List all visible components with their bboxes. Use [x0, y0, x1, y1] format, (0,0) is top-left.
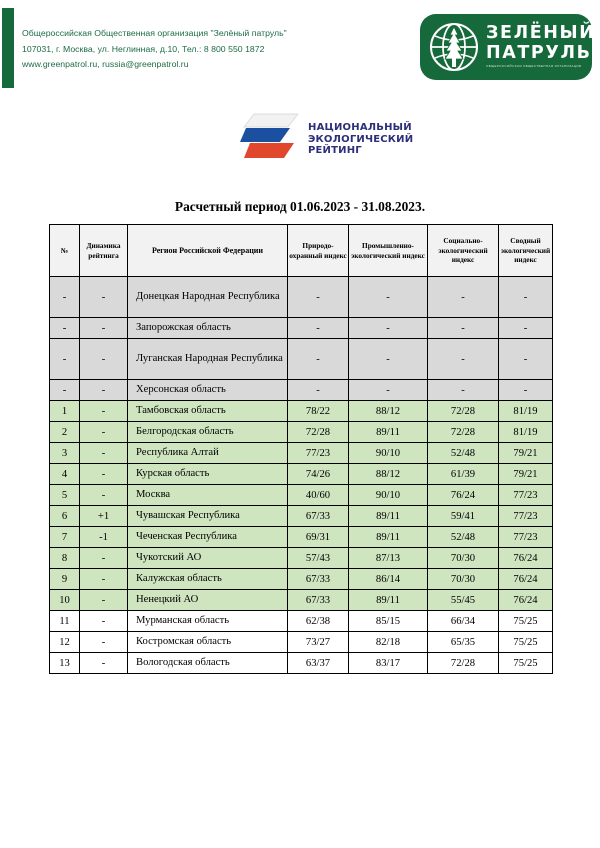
table-row [50, 653, 553, 674]
cell-rank: 13 [50, 653, 80, 674]
cell-dynamics: - [80, 548, 128, 569]
cell-region: Белгородская область [128, 422, 288, 443]
cell-dynamics: +1 [80, 506, 128, 527]
cell-social-index: - [428, 277, 499, 318]
cell-industry-index: 88/12 [349, 401, 428, 422]
cell-dynamics: - [80, 590, 128, 611]
rating-table-container [49, 224, 552, 674]
cell-nature-index: - [288, 339, 349, 380]
table-row [50, 401, 553, 422]
cell-social-index: 59/41 [428, 506, 499, 527]
table-header [50, 225, 553, 277]
cell-industry-index: 89/11 [349, 422, 428, 443]
cell-nature-index: 40/60 [288, 485, 349, 506]
cell-total-index: 76/24 [499, 548, 553, 569]
cell-dynamics: - [80, 318, 128, 339]
table-row [50, 506, 553, 527]
cell-nature-index: - [288, 380, 349, 401]
cell-region: Мурманская область [128, 611, 288, 632]
cell-region: Тамбовская область [128, 401, 288, 422]
table-row [50, 485, 553, 506]
column-header-total-index: Сводный экологический индекс [499, 225, 553, 277]
cell-region: Херсонская область [128, 380, 288, 401]
cell-region: Костромская область [128, 632, 288, 653]
cell-region: Москва [128, 485, 288, 506]
cell-total-index: 77/23 [499, 506, 553, 527]
cell-social-index: 61/39 [428, 464, 499, 485]
cell-total-index: - [499, 380, 553, 401]
cell-region: Ненецкий АО [128, 590, 288, 611]
cell-region: Запорожская область [128, 318, 288, 339]
cell-dynamics: - [80, 611, 128, 632]
cell-nature-index: 69/31 [288, 527, 349, 548]
cell-social-index: 72/28 [428, 653, 499, 674]
cell-total-index: - [499, 339, 553, 380]
page-title: Расчетный период 01.06.2023 - 31.08.2023. [174, 199, 426, 214]
cell-rank: - [50, 339, 80, 380]
cell-industry-index: 88/12 [349, 464, 428, 485]
table-row [50, 422, 553, 443]
ner-line-3: РЕЙТИНГ [308, 145, 362, 156]
green-patrol-word-2: ПАТРУЛЬ [486, 42, 592, 63]
cell-social-index: 72/28 [428, 401, 499, 422]
organization-name: Общероссийская Общественная организация "Зелёный патруль" [22, 28, 287, 38]
table-row [50, 590, 553, 611]
cell-industry-index: 89/11 [349, 506, 428, 527]
cell-dynamics: - [80, 443, 128, 464]
cell-social-index: 70/30 [428, 569, 499, 590]
table-row [50, 464, 553, 485]
table-row [50, 569, 553, 590]
cell-region: Луганская Народная Республика [128, 339, 288, 380]
cell-rank: 8 [50, 548, 80, 569]
cell-region: Чувашская Республика [128, 506, 288, 527]
cell-region: Курская область [128, 464, 288, 485]
cell-industry-index: 82/18 [349, 632, 428, 653]
organization-website: www.greenpatrol.ru, russia@greenpatrol.ru [22, 59, 189, 69]
cell-rank: 9 [50, 569, 80, 590]
column-header-nature-index: Природо-охранный индекс [288, 225, 349, 277]
cell-industry-index: - [349, 277, 428, 318]
cell-social-index: 65/35 [428, 632, 499, 653]
cell-industry-index: - [349, 380, 428, 401]
cell-dynamics: - [80, 485, 128, 506]
cell-nature-index: 67/33 [288, 569, 349, 590]
cell-social-index: 52/48 [428, 527, 499, 548]
cell-dynamics: - [80, 401, 128, 422]
cell-rank: 10 [50, 590, 80, 611]
cell-region: Донецкая Народная Республика [128, 277, 288, 318]
organization-contact-block [22, 26, 287, 73]
cell-nature-index: 57/43 [288, 548, 349, 569]
cell-dynamics: - [80, 569, 128, 590]
cell-industry-index: 89/11 [349, 527, 428, 548]
cell-industry-index: 87/13 [349, 548, 428, 569]
cell-social-index: - [428, 339, 499, 380]
cell-dynamics: - [80, 339, 128, 380]
table-row [50, 318, 553, 339]
cell-total-index: 75/25 [499, 653, 553, 674]
cell-total-index: - [499, 277, 553, 318]
cell-social-index: 72/28 [428, 422, 499, 443]
cell-rank: - [50, 318, 80, 339]
cell-dynamics: - [80, 422, 128, 443]
letterhead-accent-bar [2, 8, 14, 88]
ner-line-1: НАЦИОНАЛЬНЫЙ [308, 122, 412, 133]
cell-rank: 2 [50, 422, 80, 443]
green-patrol-wordmark [486, 25, 596, 68]
table-row [50, 380, 553, 401]
cell-rank: - [50, 380, 80, 401]
letterhead [0, 0, 600, 96]
cell-industry-index: 90/10 [349, 443, 428, 464]
cell-total-index: 75/25 [499, 611, 553, 632]
cell-rank: 3 [50, 443, 80, 464]
cell-industry-index: 89/11 [349, 590, 428, 611]
cell-nature-index: 73/27 [288, 632, 349, 653]
cell-region: Чукотский АО [128, 548, 288, 569]
cell-region: Республика Алтай [128, 443, 288, 464]
table-header-row [50, 225, 553, 277]
national-ecological-rating-logo [240, 112, 414, 166]
cell-industry-index: - [349, 339, 428, 380]
cell-rank: 4 [50, 464, 80, 485]
cell-total-index: 79/21 [499, 464, 553, 485]
cell-region: Вологодская область [128, 653, 288, 674]
cell-rank: 5 [50, 485, 80, 506]
table-body [50, 277, 553, 674]
cell-industry-index: 90/10 [349, 485, 428, 506]
globe-tree-icon [429, 22, 479, 72]
green-patrol-word-1: ЗЕЛЁНЫЙ [486, 23, 596, 44]
cell-nature-index: - [288, 277, 349, 318]
russian-flag-ribbon-icon [240, 112, 302, 164]
cell-region: Чеченская Республика [128, 527, 288, 548]
cell-dynamics: - [80, 464, 128, 485]
cell-dynamics: - [80, 632, 128, 653]
table-row [50, 339, 553, 380]
table-row [50, 611, 553, 632]
cell-social-index: - [428, 380, 499, 401]
cell-nature-index: 74/26 [288, 464, 349, 485]
table-row [50, 632, 553, 653]
cell-total-index: 81/19 [499, 422, 553, 443]
cell-social-index: - [428, 318, 499, 339]
cell-region: Калужская область [128, 569, 288, 590]
cell-social-index: 52/48 [428, 443, 499, 464]
cell-total-index: 76/24 [499, 569, 553, 590]
cell-dynamics: -1 [80, 527, 128, 548]
column-header-social-index: Социально-экологический индекс [428, 225, 499, 277]
cell-nature-index: 63/37 [288, 653, 349, 674]
table-row [50, 277, 553, 318]
cell-nature-index: 77/23 [288, 443, 349, 464]
cell-total-index: - [499, 318, 553, 339]
cell-nature-index: 72/28 [288, 422, 349, 443]
organization-address: 107031, г. Москва, ул. Неглинная, д.10, Тел.: 8 800 550 1872 [22, 43, 265, 54]
cell-social-index: 66/34 [428, 611, 499, 632]
column-header-industry-index: Промышленно-экологический индекс [349, 225, 428, 277]
column-header-region: Регион Российской Федерации [128, 225, 288, 277]
cell-nature-index: 67/33 [288, 506, 349, 527]
cell-total-index: 77/23 [499, 485, 553, 506]
cell-rank: 11 [50, 611, 80, 632]
cell-dynamics: - [80, 380, 128, 401]
cell-nature-index: - [288, 318, 349, 339]
cell-social-index: 76/24 [428, 485, 499, 506]
cell-total-index: 77/23 [499, 527, 553, 548]
cell-rank: - [50, 277, 80, 318]
cell-rank: 7 [50, 527, 80, 548]
cell-social-index: 70/30 [428, 548, 499, 569]
cell-industry-index: - [349, 318, 428, 339]
cell-nature-index: 78/22 [288, 401, 349, 422]
cell-total-index: 76/24 [499, 590, 553, 611]
cell-industry-index: 83/17 [349, 653, 428, 674]
green-patrol-tagline: ОБЩЕРОССИЙСКАЯ ОБЩЕСТВЕННАЯ ОРГАНИЗАЦИЯ [486, 64, 582, 69]
cell-social-index: 55/45 [428, 590, 499, 611]
cell-nature-index: 62/38 [288, 611, 349, 632]
green-patrol-logo [420, 14, 596, 80]
column-header-rank: № [50, 225, 80, 277]
column-header-dynamics: Динамика рейтинга [80, 225, 128, 277]
cell-total-index: 75/25 [499, 632, 553, 653]
cell-dynamics: - [80, 653, 128, 674]
cell-rank: 6 [50, 506, 80, 527]
table-row [50, 548, 553, 569]
table-row [50, 443, 553, 464]
cell-nature-index: 67/33 [288, 590, 349, 611]
ner-line-2: ЭКОЛОГИЧЕСКИЙ [308, 133, 414, 145]
cell-rank: 1 [50, 401, 80, 422]
cell-industry-index: 86/14 [349, 569, 428, 590]
cell-rank: 12 [50, 632, 80, 653]
cell-total-index: 79/21 [499, 443, 553, 464]
table-row [50, 527, 553, 548]
cell-dynamics: - [80, 277, 128, 318]
ner-wordmark [308, 122, 413, 157]
cell-total-index: 81/19 [499, 401, 553, 422]
cell-industry-index: 85/15 [349, 611, 428, 632]
ecological-rating-table [49, 224, 553, 674]
